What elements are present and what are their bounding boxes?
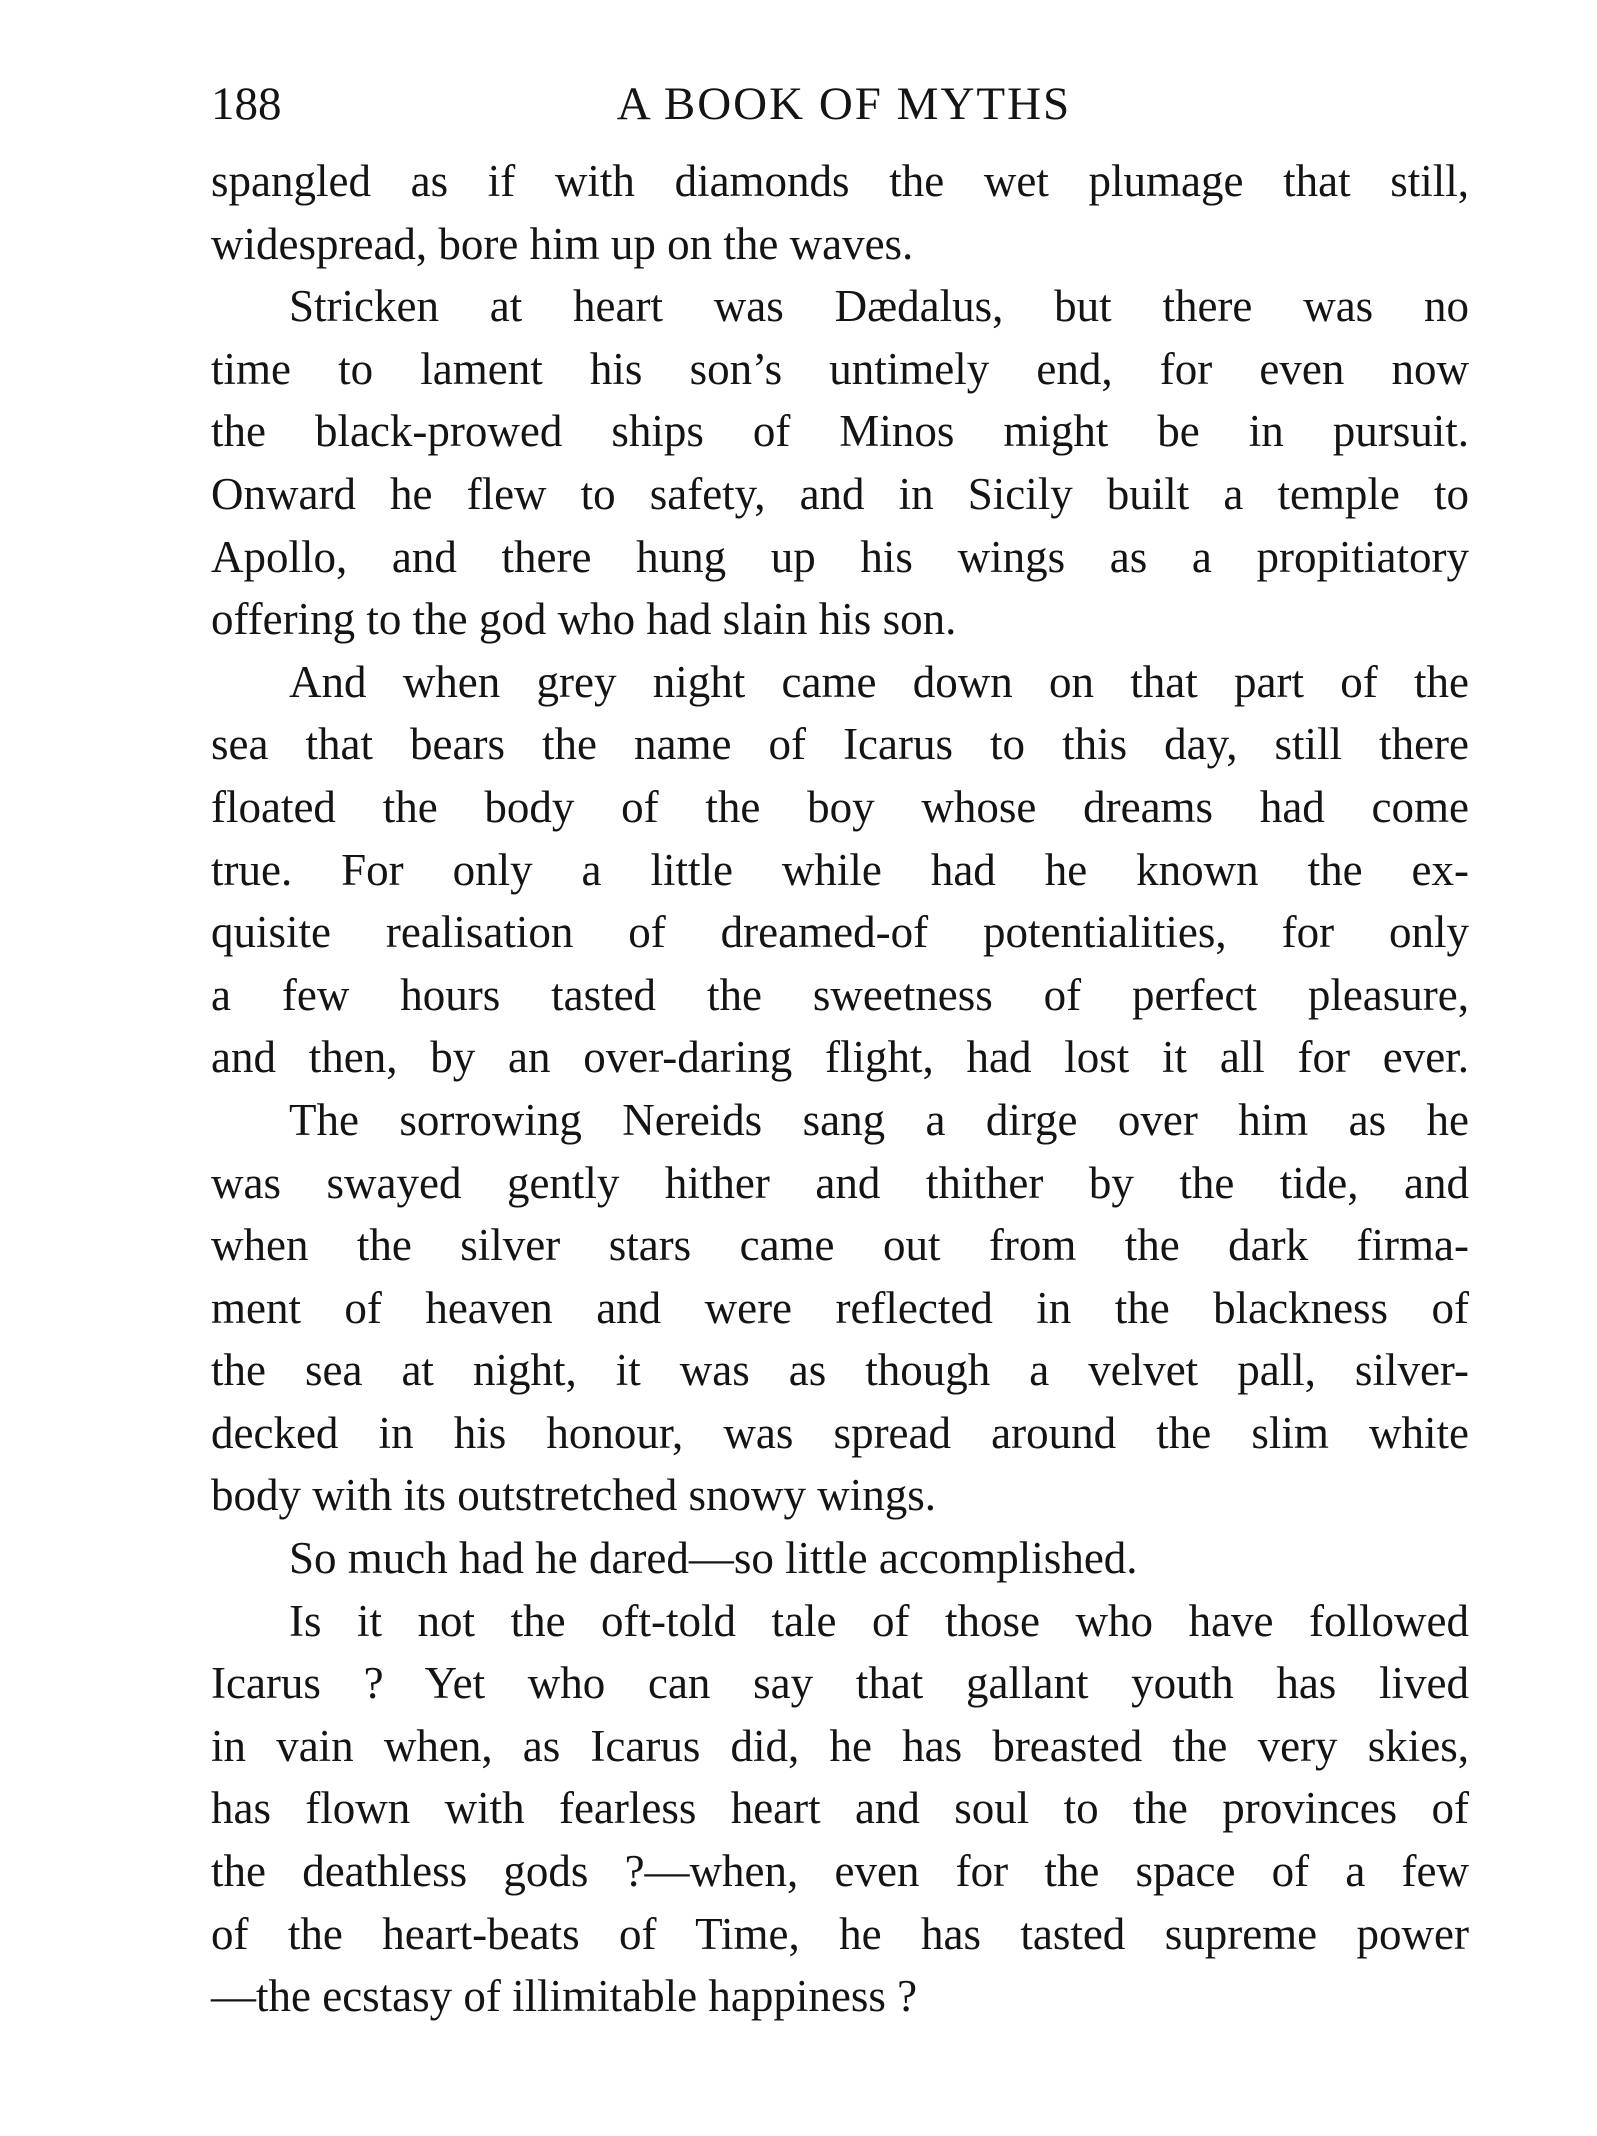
text-line: The sorrowing Nereids sang a dirge over him as he: [289, 1094, 1469, 1145]
text-line: Stricken at heart was Dædalus, but there was no: [289, 281, 1469, 332]
text-line: when the silver stars came out from the dark firma-: [211, 1220, 1469, 1271]
text-line: time to lament his son’s untimely end, for even now: [211, 343, 1469, 394]
text-line: Icarus ? Yet who can say that gallant youth has lived: [211, 1658, 1469, 1709]
text-line: widespread, bore him up on the waves.: [211, 218, 914, 269]
text-line: a few hours tasted the sweetness of perfect pleasure,: [211, 969, 1469, 1020]
text-line: true. For only a little while had he known the ex-: [211, 844, 1469, 895]
text-line: spangled as if with diamonds the wet plumage that still,: [211, 156, 1469, 206]
paragraph: [211, 651, 1469, 1089]
text-line: decked in his honour, was spread around the slim white: [211, 1407, 1469, 1458]
book-page: [211, 68, 1469, 2028]
text-line: floated the body of the boy whose dreams had come: [211, 781, 1469, 832]
text-line: Is it not the oft-told tale of those who have followed: [289, 1595, 1469, 1646]
text-line: the sea at night, it was as though a velvet pall, silver-: [211, 1345, 1469, 1396]
text-line: Apollo, and there hung up his wings as a propitiatory: [211, 531, 1469, 582]
text-line: ment of heaven and were reflected in the blackness of: [211, 1282, 1469, 1333]
text-line: sea that bears the name of Icarus to this day, still there: [211, 719, 1469, 770]
text-line: body with its outstretched snowy wings.: [211, 1470, 936, 1521]
text-line: So much had he dared—so little accomplished.: [289, 1533, 1138, 1584]
paragraph: [211, 1527, 1469, 1590]
text-line: has flown with fearless heart and soul to the provinces of: [211, 1783, 1469, 1834]
body-text: [211, 150, 1469, 2028]
paragraph: [211, 275, 1469, 651]
text-line: quisite realisation of dreamed-of potentialities, for only: [211, 907, 1469, 958]
text-line: and then, by an over-daring flight, had lost it all for ever.: [211, 1032, 1469, 1083]
text-line: the deathless gods ?—when, even for the space of a few: [211, 1846, 1469, 1897]
running-title: A BOOK OF MYTHS: [616, 78, 1072, 130]
text-line: was swayed gently hither and thither by the tide, and: [211, 1157, 1469, 1208]
paragraph: [211, 1590, 1469, 2028]
text-line: —the ecstasy of illimitable happiness ?: [211, 1971, 918, 2022]
text-line: of the heart-beats of Time, he has tasted supreme power: [211, 1908, 1469, 1959]
text-line: And when grey night came down on that part of the: [289, 656, 1469, 707]
page-number: 188: [211, 78, 282, 130]
text-line: in vain when, as Icarus did, he has breasted the very skies,: [211, 1720, 1469, 1771]
paragraph: [211, 1089, 1469, 1527]
running-head: [211, 68, 1469, 140]
text-line: Onward he flew to safety, and in Sicily built a temple to: [211, 468, 1469, 519]
text-line: offering to the god who had slain his son.: [211, 594, 957, 645]
paragraph: [211, 150, 1469, 275]
text-line: the black-prowed ships of Minos might be in pursuit.: [211, 406, 1469, 457]
